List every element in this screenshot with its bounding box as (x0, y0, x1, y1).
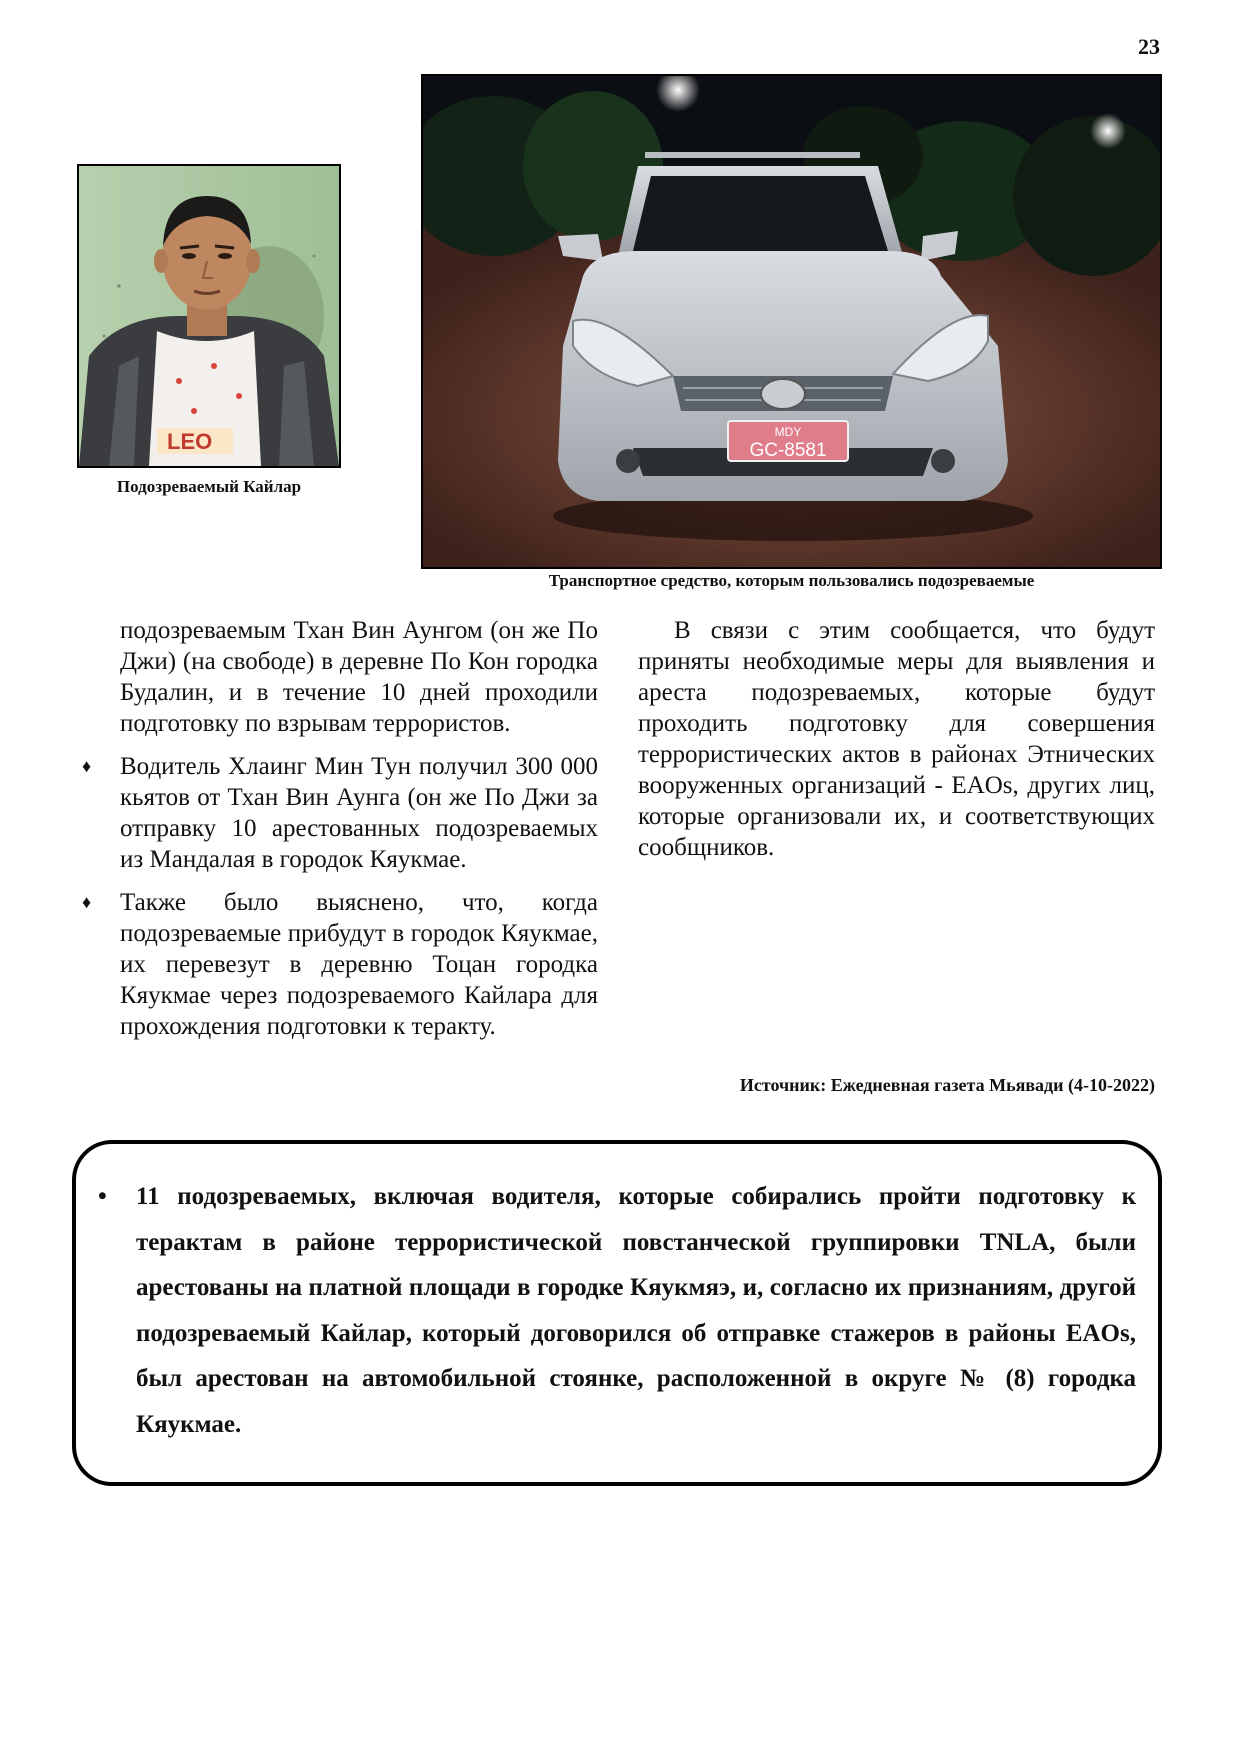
left-continuation-paragraph: подозреваемым Тхан Вин Аунгом (он же По Джи) (на свободе) в деревне По Кон городка Будалин, и в течение 10 дней проходили подготовку по взрывам террористов. (120, 617, 598, 737)
left-column (82, 615, 598, 1042)
bullet-text: Также было выяснено, что, когда подозреваемые прибудут в городок Кяукмае, их перевезут в деревню Тоцан городка Кяукмае через подозреваемого Кайлара для прохождения подготовки к теракту. (120, 889, 598, 1040)
vehicle-photo-caption: Транспортное средство, которым пользовались подозреваемые (548, 571, 1035, 590)
vehicle-photo (421, 74, 1162, 569)
right-paragraph: В связи с этим сообщается, что будут приняты необходимые меры для выявления и ареста подозреваемых, которые будут проходить подготовку для совершения террористических актов в районах Этнических вооруженных организаций - EAOs, других лиц, которые организовали их, и соответствующих сообщников. (638, 617, 1155, 861)
source-citation: Источник: Ежедневная газета Мьявади (4-10-2022) (739, 1075, 1155, 1095)
suspect-photo-caption: Подозреваемый Кайлар (116, 477, 302, 496)
summary-text: 11 подозреваемых, включая водителя, которые собирались пройти подготовку к терактам в районе террористической повстанческой группировки TNLA, были арестованы на платной площади в городке Кяукмяэ, и, согласно их признаниям, другой подозреваемый Кайлар, который договорился об отправке стажеров в районы EAOs, был арестован на автомобильной стоянке, расположенной в округе № (8) городка Кяукмае. (136, 1183, 1136, 1438)
right-column (638, 615, 1155, 863)
diamond-bullet-icon: ♦ (82, 756, 92, 776)
plate-region-text: MDY (774, 425, 802, 439)
summary-paragraph (98, 1174, 1136, 1447)
shirt-print-text: LEO (167, 429, 213, 454)
round-bullet-icon: • (98, 1183, 107, 1210)
suspect-photo (77, 164, 341, 468)
plate-number-text: GC-8581 (749, 440, 827, 461)
page-number: 23 (1138, 34, 1160, 59)
bullet-item-transfer (82, 887, 598, 1042)
diamond-bullet-icon: ♦ (82, 892, 92, 912)
summary-box (72, 1140, 1162, 1486)
bullet-text: Водитель Хлаинг Мин Тун получил 300 000 кьятов от Тхан Вин Аунга (он же По Джи за отправку 10 арестованных подозреваемых из Мандалая в городок Кяукмае. (120, 753, 598, 873)
bullet-item-driver (82, 751, 598, 875)
